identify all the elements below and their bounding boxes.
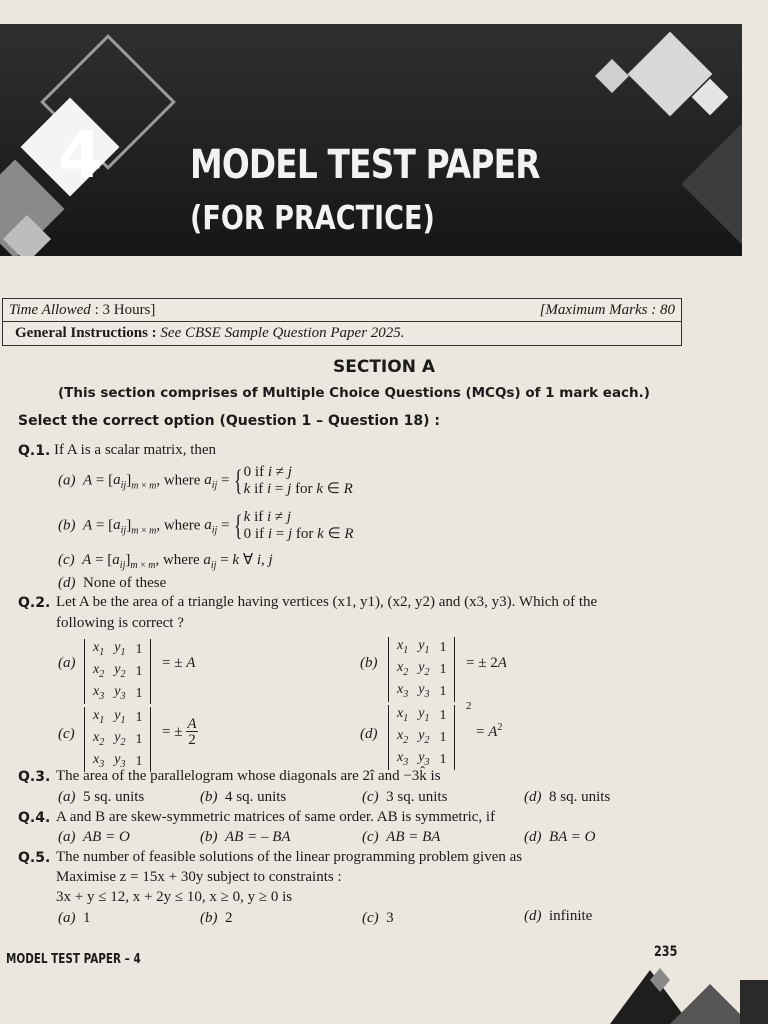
general-instructions — [15, 325, 405, 342]
option-label: (b) — [58, 517, 76, 534]
question-text-cont: 3x + y ≤ 12, x + 2y ≤ 10, x ≥ 0, y ≥ 0 is — [56, 889, 293, 905]
option-a: (a) 1 — [58, 910, 91, 926]
option-c: (c) 3 sq. units — [362, 789, 448, 805]
question-text: A and B are skew-symmetric matrices of same order. AB is symmetric, if — [56, 809, 496, 825]
question-number: Q.1. — [18, 443, 51, 459]
option-b: (b) — [360, 655, 378, 671]
question-text-cont: Maximise z = 15x + 30y subject to constraints : — [56, 869, 342, 885]
question-number: Q.3. — [18, 769, 51, 785]
footer-label: MODEL TEST PAPER – 4 — [6, 952, 141, 967]
option-text: 3 — [386, 910, 394, 926]
option-text: 8 sq. units — [549, 789, 611, 805]
option-text: AB = O — [83, 829, 130, 845]
question-text: The number of feasible solutions of the linear programming problem given as — [56, 849, 523, 865]
time-label: Time Allowed — [9, 302, 91, 318]
option-text: 3 sq. units — [386, 789, 448, 805]
section-title: SECTION A — [332, 357, 435, 377]
decor-block — [740, 980, 768, 1024]
corner-decor — [590, 960, 768, 1024]
question-number: Q.2. — [18, 595, 51, 611]
exponent: 2 — [466, 700, 472, 712]
option-d — [58, 575, 166, 592]
question-text: The area of the parallelogram whose diagonals are 2î and −3k̂ is — [56, 768, 441, 784]
equation: = ± 2A — [466, 655, 507, 671]
equation: = ± A — [162, 655, 196, 671]
time-value: : 3 Hours] — [94, 302, 156, 318]
question-number: Q.5. — [18, 850, 51, 866]
option-text: 2 — [225, 910, 233, 926]
select-instruction: Select the correct option (Question 1 – Question 18) : — [18, 413, 440, 429]
time-marks-row — [2, 298, 682, 322]
determinant: $x_1$ $y_1$ 1 $x_2$ $y_2$ 1 $x_3$ $y_3$ 1 — [388, 637, 455, 702]
option-label: (a) — [58, 472, 76, 489]
equation: = ± A 2 — [162, 716, 197, 748]
option-d: (d) — [360, 726, 378, 742]
instructions-text: See CBSE Sample Question Paper 2025. — [160, 325, 405, 341]
option-text: AB = – BA — [225, 829, 291, 845]
time-allowed — [9, 302, 155, 319]
option-label: (d) — [58, 575, 76, 591]
option-text: BA = O — [549, 829, 596, 845]
option-a: (a) AB = O — [58, 829, 130, 845]
chapter-number: 4 — [57, 119, 103, 193]
determinant: $x_1$ $y_1$ 1 $x_2$ $y_2$ 1 $x_3$ $y_3$ 1 — [388, 705, 455, 770]
option-a: (a) 5 sq. units — [58, 789, 145, 805]
option-text: 1 — [83, 910, 91, 926]
page-number: 235 — [654, 944, 678, 960]
option-c: (c) 3 — [362, 910, 394, 926]
option-d: (d) infinite — [524, 908, 593, 924]
page-subtitle: (FOR PRACTICE) — [190, 198, 435, 237]
option-c: (c) AB = BA — [362, 829, 441, 845]
question-number: Q.4. — [18, 810, 51, 826]
page-title: MODEL TEST PAPER — [190, 142, 540, 188]
question-text: If A is a scalar matrix, then — [54, 442, 217, 458]
option-a: (a) $A = [a_{ij}]_{m \times m}$, where $a_{ij} = \{0$ if i ≠ j k if i = j for k ∈ R — [58, 464, 353, 497]
option-text: 5 sq. units — [83, 789, 145, 805]
option-a: (a) — [58, 655, 76, 671]
decor-diamond — [681, 120, 742, 247]
determinant: $x_1$ $y_1$ 1 $x_2$ $y_2$ 1 $x_3$ $y_3$ 1 — [84, 707, 151, 772]
option-c: (c) $A = [a_{ij}]_{m \times m}$, where $a_{ij} = k$ ∀ i, j — [58, 552, 273, 571]
chapter-banner — [0, 24, 742, 256]
instructions-row — [2, 321, 682, 346]
option-label: (c) — [58, 552, 75, 568]
question-text: Let A be the area of a triangle having vertices (x1, y1), (x2, y2) and (x3, y3). Which of the — [56, 594, 598, 610]
section-note: (This section comprises of Multiple Choice Questions (MCQs) of 1 mark each.) — [58, 385, 650, 401]
decor-triangle — [610, 970, 690, 1024]
instructions-label: General Instructions : — [15, 325, 157, 341]
option-d: (d) 8 sq. units — [524, 789, 611, 805]
option-d: (d) BA = O — [524, 829, 596, 845]
decor-triangle — [670, 984, 750, 1024]
determinant: $x_1$ $y_1$ 1 $x_2$ $y_2$ 1 $x_3$ $y_3$ 1 — [84, 639, 151, 704]
option-c: (c) — [58, 726, 75, 742]
option-b: (b) 4 sq. units — [200, 789, 287, 805]
question-text-cont: following is correct ? — [56, 615, 184, 631]
maximum-marks: [Maximum Marks : 80 — [539, 302, 675, 318]
option-text: None of these — [83, 575, 167, 591]
option-b: (b) $A = [a_{ij}]_{m \times m}$, where $a_{ij} = \{k$ if i ≠ j 0 if i = j for k ∈ R — [58, 509, 354, 542]
option-text: infinite — [549, 908, 593, 924]
option-text: 4 sq. units — [225, 789, 287, 805]
option-b: (b) 2 — [200, 910, 233, 926]
option-b: (b) AB = – BA — [200, 829, 291, 845]
option-text: AB = BA — [386, 829, 441, 845]
equation: = $A^2$ — [476, 722, 503, 740]
decor-diamond — [595, 59, 629, 93]
